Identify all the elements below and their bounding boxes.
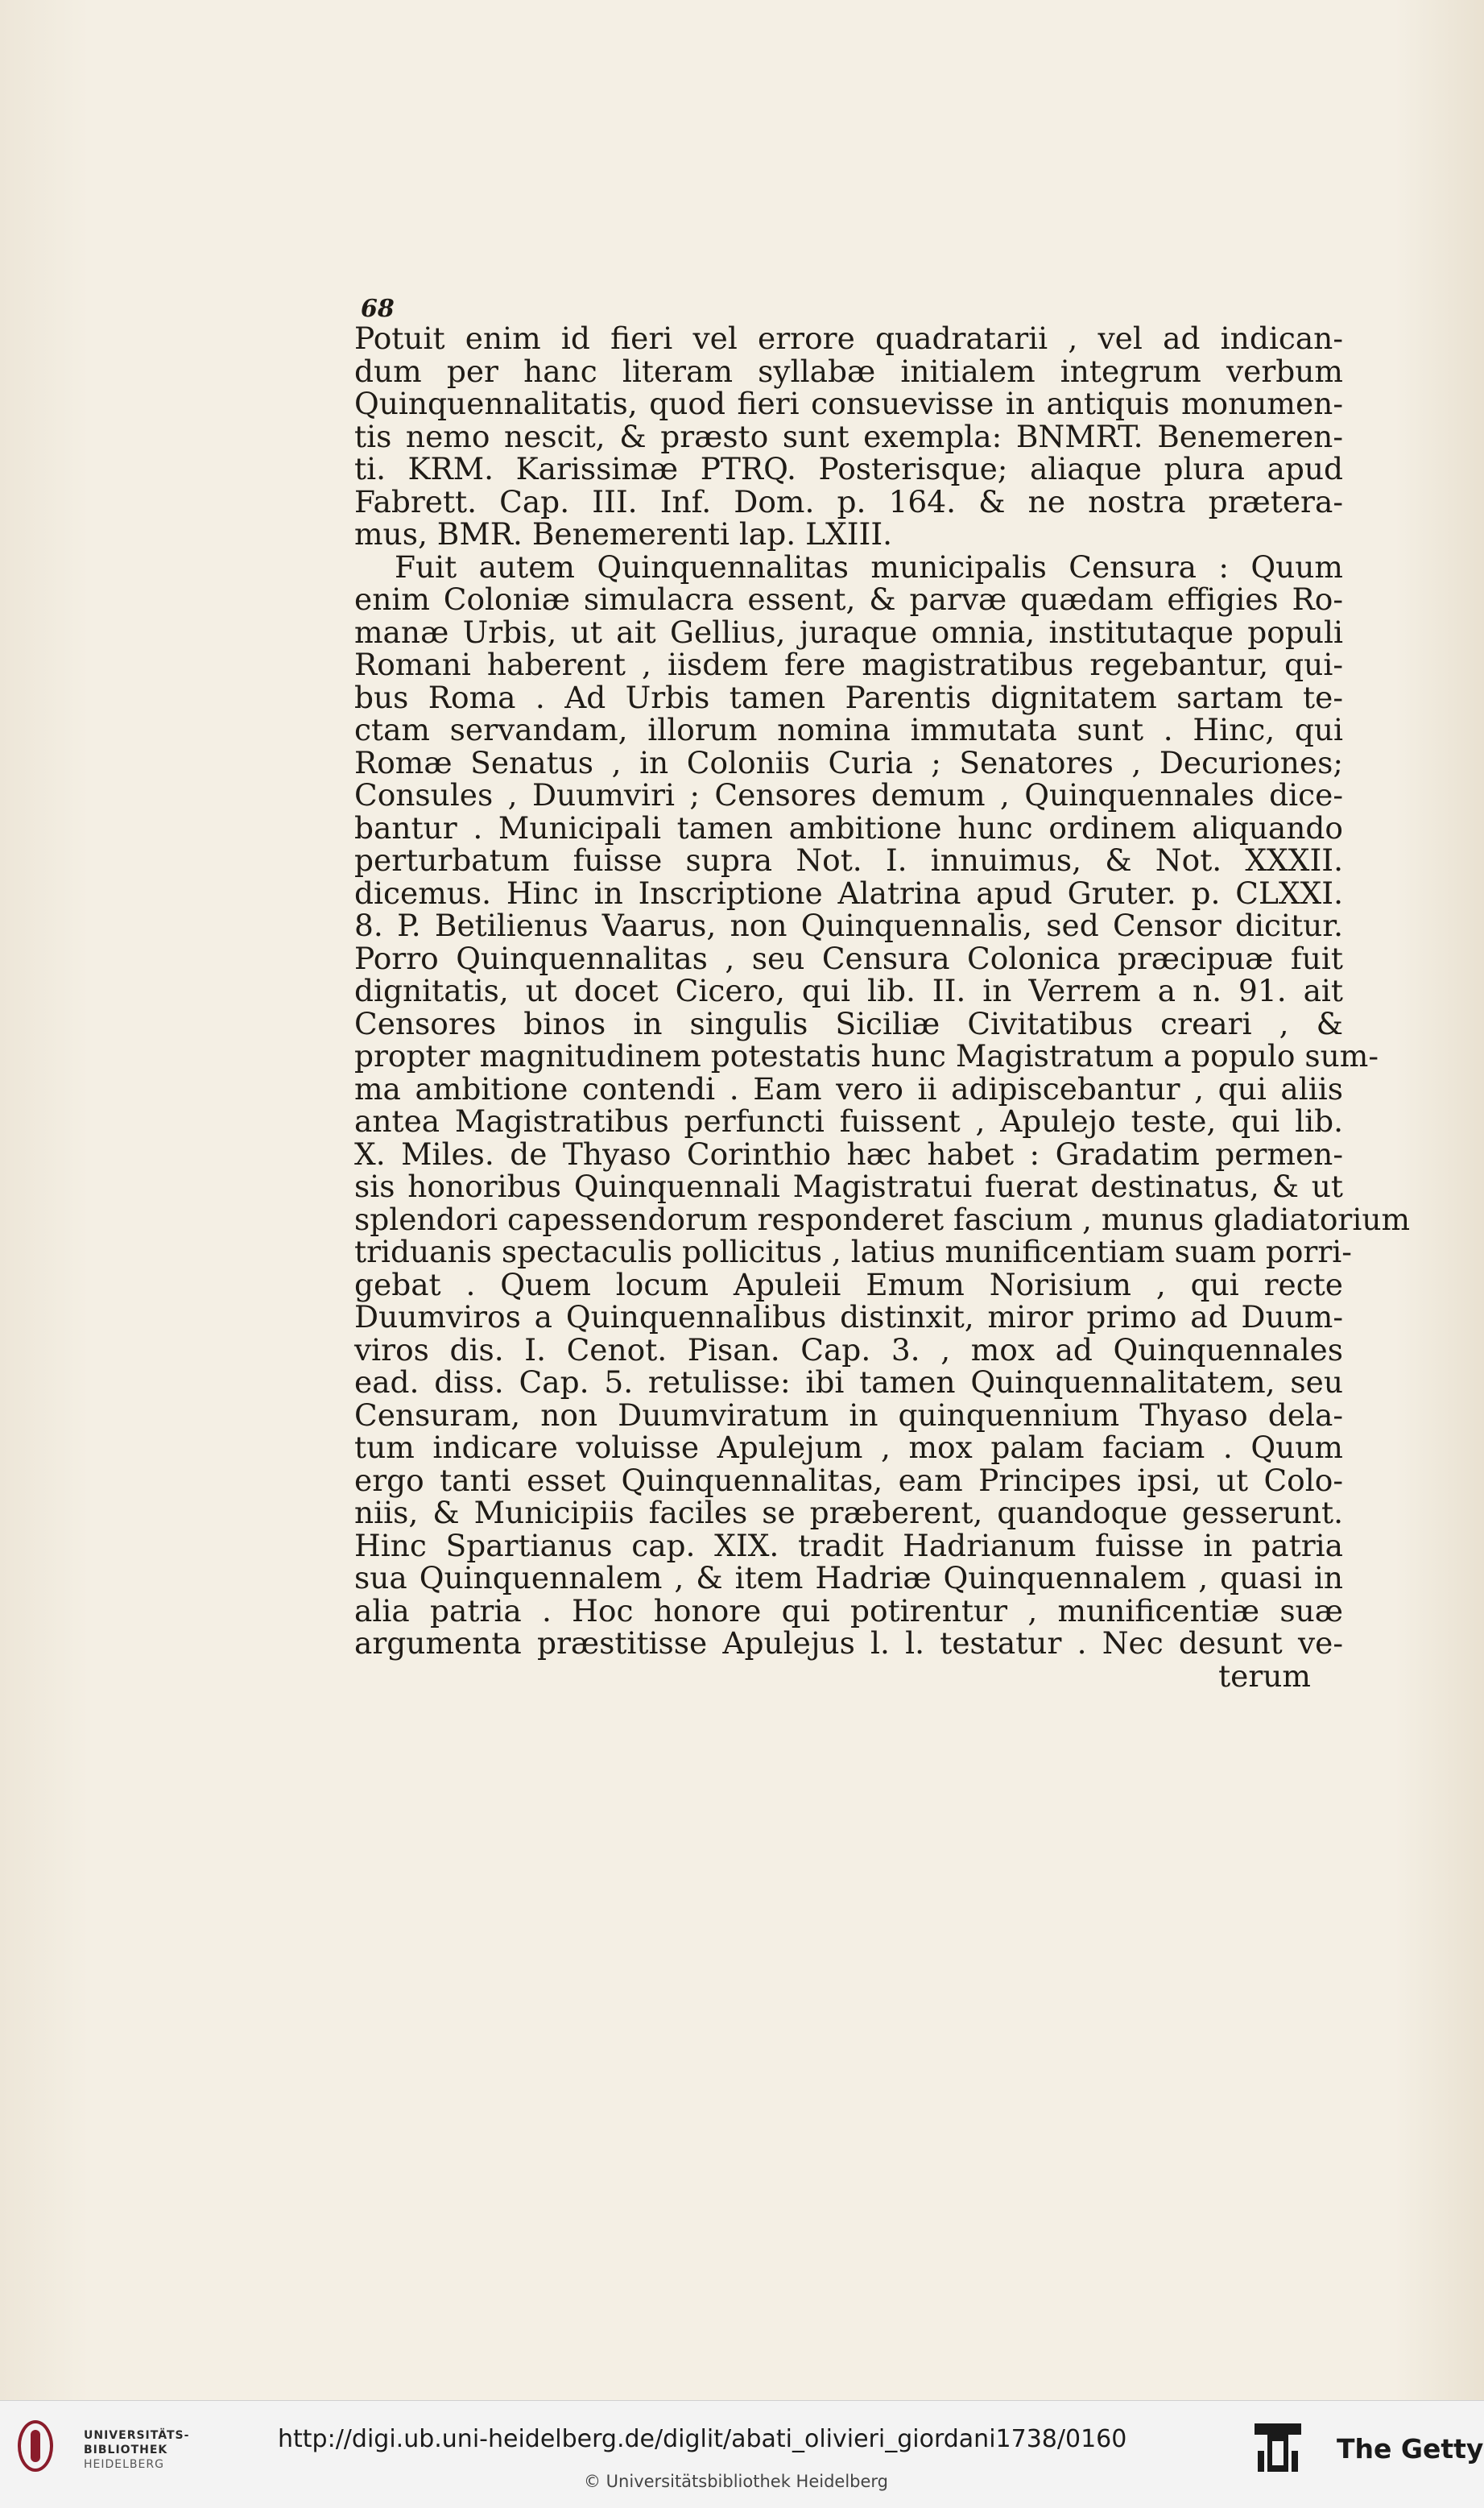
text-line: dicemus. Hinc in Inscriptione Alatrina apud Gruter. p. CLXXI.	[354, 875, 1343, 911]
text-line: propter magnitudinem potestatis hunc Magistratum a populo sum-	[354, 1038, 1379, 1074]
text-line: manæ Urbis, ut ait Gellius, juraque omnia, institutaque populi	[354, 614, 1343, 650]
text-line: dum per hanc literam syllabæ initialem integrum verbum	[354, 353, 1343, 389]
text-line: Porro Quinquennalitas , seu Censura Colonica præcipuæ fuit	[354, 940, 1343, 976]
text-line: splendori capessendorum responderet fascium , munus gladiatorium	[354, 1201, 1411, 1237]
text-line: tum indicare voluisse Apulejum , mox palam faciam . Quum	[354, 1430, 1343, 1465]
page-number: 68	[361, 295, 395, 323]
text-line: ti. KRM. Karissimæ PTRQ. Posterisque; aliaque plura apud	[354, 451, 1343, 486]
text-line: Duumviros a Quinquennalibus distinxit, miror primo ad Duum-	[354, 1299, 1343, 1335]
getty-logo-icon	[1250, 2419, 1306, 2477]
text-line: X. Miles. de Thyaso Corinthio hæc habet : Gradatim permen-	[354, 1136, 1343, 1172]
body-text	[354, 321, 1411, 1694]
getty-name: The Getty	[1337, 2433, 1484, 2465]
text-line: perturbatum fuisse supra Not. I. innuimus, & Not. XXXII.	[354, 842, 1343, 878]
text-line: Potuit enim id fieri vel errore quadratarii , vel ad indican-	[354, 321, 1343, 356]
text-line: gebat . Quem locum Apuleii Emum Norisium , qui recte	[354, 1266, 1343, 1302]
text-line: Quinquennalitatis, quod fieri consuevisse in antiquis monumen-	[354, 386, 1343, 421]
text-line: Consules , Duumviri ; Censores demum , Quinquennales dice-	[354, 777, 1343, 813]
text-line: alia patria . Hoc honore qui potirentur , munificentiæ suæ	[354, 1592, 1343, 1629]
text-line: Hinc Spartianus cap. XIX. tradit Hadrianum fuisse in patria	[354, 1527, 1343, 1563]
text-line: ma ambitione contendi . Eam vero ii adipiscebantur , qui aliis	[354, 1070, 1343, 1107]
text-line: dignitatis, ut docet Cicero, qui lib. II. in Verrem a n. 91. ait	[354, 973, 1343, 1008]
copyright-notice: © Universitätsbibliothek Heidelberg	[584, 2472, 889, 2491]
text-line: ctam servandam, illorum nomina immutata sunt . Hinc, qui	[354, 712, 1343, 747]
text-line: triduanis spectaculis pollicitus , latius munificentiam suam porri-	[354, 1234, 1352, 1269]
footer-bar	[0, 2400, 1484, 2508]
text-line: bus Roma . Ad Urbis tamen Parentis dignitatem sartam te-	[354, 679, 1343, 715]
library-name-line-1: UNIVERSITÄTS-	[84, 2429, 190, 2442]
text-line: antea Magistratibus perfuncti fuissent , Apulejo teste, qui lib.	[354, 1103, 1343, 1139]
text-line: terum	[1218, 1658, 1311, 1694]
text-line: ergo tanti esset Quinquennalitas, eam Principes ipsi, ut Colo-	[354, 1462, 1343, 1498]
text-line: 8. P. Betilienus Vaarus, non Quinquennalis, sed Censor dicitur.	[354, 908, 1343, 943]
text-line: mus, BMR. Benemerenti lap. LXIII.	[354, 516, 893, 552]
text-line: niis, & Municipiis faciles se præberent, quandoque gesserunt.	[354, 1495, 1343, 1530]
text-line: Fabrett. Cap. III. Inf. Dom. p. 164. & ne nostra prætera-	[354, 483, 1343, 519]
text-line: argumenta præstitisse Apulejus l. l. testatur . Nec desunt ve-	[354, 1625, 1343, 1661]
text-line: Fuit autem Quinquennalitas municipalis Censura : Quum	[395, 548, 1343, 585]
text-line: ead. diss. Cap. 5. retulisse: ibi tamen Quinquennalitatem, seu	[354, 1364, 1343, 1400]
library-name-line-2: BIBLIOTHEK	[84, 2444, 168, 2456]
text-line: tis nemo nescit, & præsto sunt exempla: BNMRT. Benemeren-	[354, 418, 1343, 454]
text-line: sua Quinquennalem , & item Hadriæ Quinquennalem , quasi in	[354, 1560, 1343, 1595]
text-line: Romæ Senatus , in Coloniis Curia ; Senatores , Decuriones;	[354, 744, 1343, 780]
university-seal-icon	[18, 2420, 53, 2472]
text-line: Censuram, non Duumviratum in quinquennium Thyaso dela-	[354, 1397, 1343, 1433]
text-line: enim Coloniæ simulacra essent, & parvæ quædam effigies Ro-	[354, 581, 1343, 617]
library-name	[84, 2428, 189, 2472]
text-line: sis honoribus Quinquennali Magistratui fuerat destinatus, & ut	[354, 1169, 1343, 1204]
text-line: viros dis. I. Cenot. Pisan. Cap. 3. , mox ad Quinquennales	[354, 1331, 1343, 1368]
permalink-url[interactable]: http://digi.ub.uni-heidelberg.de/diglit/abati_olivieri_giordani1738/0160	[278, 2425, 1127, 2453]
text-line: Romani haberent , iisdem fere magistratibus regebantur, qui-	[354, 647, 1343, 682]
library-name-line-3: HEIDELBERG	[84, 2458, 164, 2471]
text-line: Censores binos in singulis Siciliæ Civitatibus creari , &	[354, 1005, 1343, 1041]
text-line: bantur . Municipali tamen ambitione hunc ordinem aliquando	[354, 809, 1343, 846]
